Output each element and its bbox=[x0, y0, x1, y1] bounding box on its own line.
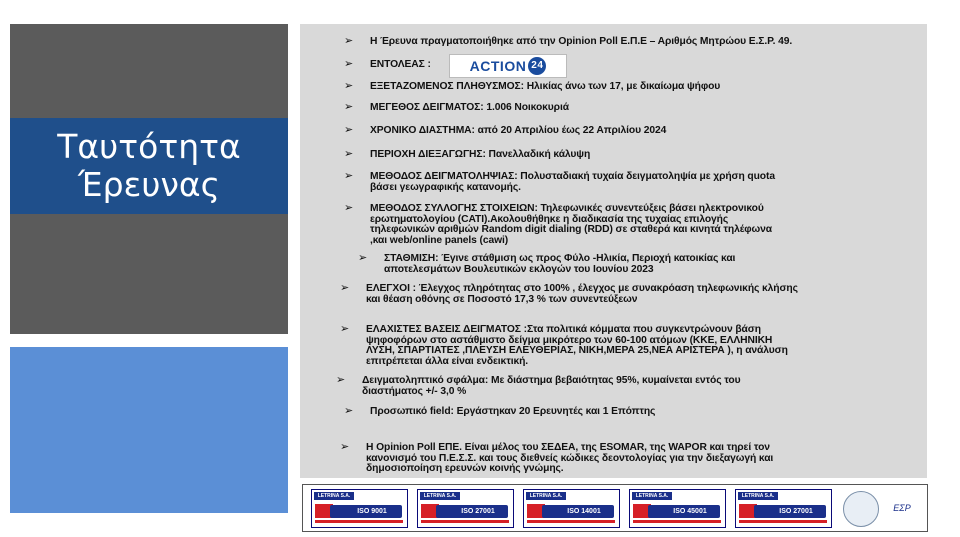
arrow-bullet-icon: ➢ bbox=[336, 374, 346, 386]
list-item bbox=[358, 252, 736, 275]
list-item bbox=[340, 323, 788, 367]
item-line: επιτρέπεται άλλα είναι ενδεικτική. bbox=[366, 355, 529, 367]
arrow-bullet-icon: ➢ bbox=[340, 323, 350, 335]
item-line: κανονισμό του Π.Ε.Σ.Σ. και τους διεθνείς κώδικες δεοντολογίας για την διεξαγωγή και bbox=[366, 452, 774, 464]
logo-text: ACTION bbox=[469, 58, 527, 74]
arrow-bullet-icon: ➢ bbox=[344, 202, 354, 214]
arrow-bullet-icon: ➢ bbox=[344, 405, 354, 417]
item-line: βάσει γεωγραφικής κατανομής. bbox=[370, 181, 521, 193]
iso-certificate-badge bbox=[629, 489, 726, 528]
arrow-bullet-icon: ➢ bbox=[344, 170, 354, 182]
cert-org: LETRINA S.A. bbox=[738, 492, 778, 500]
item-line: ΜΕΘΟΔΟΣ ΔΕΙΓΜΑΤΟΛΗΨΙΑΣ: Πολυσταδιακή τυχαία δειγματοληψία με χρήση quota bbox=[370, 171, 775, 182]
survey-details-panel bbox=[300, 24, 927, 478]
iso-certificate-badge bbox=[523, 489, 620, 528]
arrow-bullet-icon: ➢ bbox=[344, 101, 354, 113]
list-item bbox=[340, 441, 774, 475]
page-title bbox=[10, 128, 288, 204]
list-item bbox=[344, 80, 721, 93]
iso-certificate-badge bbox=[735, 489, 832, 528]
cert-standard: ISO 27001 bbox=[779, 508, 813, 515]
quality-seal-icon bbox=[843, 491, 879, 527]
list-item bbox=[344, 58, 431, 71]
arrow-bullet-icon: ➢ bbox=[344, 35, 354, 47]
action24-logo bbox=[449, 54, 567, 78]
logo-number: 24 bbox=[528, 57, 546, 75]
list-item bbox=[344, 148, 591, 161]
item-line: ΕΛΑΧΙΣΤΕΣ ΒΑΣΕΙΣ ΔΕΙΓΜΑΤΟΣ :Στα πολιτικά κόμματα που συγκεντρώνουν βάση bbox=[366, 324, 761, 335]
cert-org: LETRINA S.A. bbox=[314, 492, 354, 500]
cert-org: LETRINA S.A. bbox=[526, 492, 566, 500]
cert-standard: ISO 27001 bbox=[461, 508, 495, 515]
item-line: ,και web/online panels (cawi) bbox=[370, 234, 509, 246]
cert-org: LETRINA S.A. bbox=[420, 492, 460, 500]
item-line: ψηφοφόρων στο αστάθμιστο δείγμα μικρότερο των 60-100 ατόμων (ΚΚΕ, ΕΛΛΗΝΙΚΗ bbox=[366, 334, 773, 346]
item-line: αποτελεσμάτων Βουλευτικών εκλογών του Ιουνίου 2023 bbox=[384, 263, 654, 275]
iso-certificate-badge bbox=[311, 489, 408, 528]
item-line: Η Opinion Poll ΕΠΕ. Είναι μέλος του ΣΕΔΕΑ, της ESOMAR, της WAPOR και τηρεί τον bbox=[366, 442, 770, 453]
item-line: ΕΛΕΓΧΟΙ : Έλεγχος πληρότητας στο 100% , έλεγχος με συνακρόαση τηλεφωνικής κλήσης bbox=[366, 283, 798, 294]
iso-certificate-badge bbox=[417, 489, 514, 528]
arrow-bullet-icon: ➢ bbox=[344, 148, 354, 160]
title-line-1: Ταυτότητα bbox=[57, 127, 241, 166]
list-item bbox=[344, 202, 772, 246]
esr-seal-logo: ΕΣΡ bbox=[893, 503, 911, 513]
title-line-2: Έρευνας bbox=[77, 165, 221, 204]
cert-standard: ISO 9001 bbox=[357, 508, 387, 515]
cert-org: LETRINA S.A. bbox=[632, 492, 672, 500]
arrow-bullet-icon: ➢ bbox=[344, 58, 354, 70]
list-item bbox=[344, 170, 775, 193]
arrow-bullet-icon: ➢ bbox=[340, 441, 350, 453]
list-item bbox=[344, 101, 569, 114]
arrow-bullet-icon: ➢ bbox=[344, 80, 354, 92]
cert-standard: ISO 14001 bbox=[567, 508, 601, 515]
decorative-panel bbox=[10, 347, 288, 513]
list-item bbox=[340, 282, 798, 305]
item-line: ΜΕΘΟΔΟΣ ΣΥΛΛΟΓΗΣ ΣΤΟΙΧΕΙΩΝ: Τηλεφωνικές συνεντεύξεις βάσει ηλεκτρονικού bbox=[370, 203, 764, 214]
cert-standard: ISO 45001 bbox=[673, 508, 707, 515]
item-line: τηλεφωνικών αριθμών Random digit dialing (RDD) σε σταθερά και κινητά τηλέφωνα bbox=[370, 224, 772, 235]
item-text: ΕΝΤΟΛΕΑΣ : bbox=[370, 59, 431, 70]
list-item bbox=[344, 35, 793, 48]
list-item bbox=[344, 124, 667, 137]
arrow-bullet-icon: ➢ bbox=[344, 124, 354, 136]
list-item bbox=[336, 374, 741, 397]
item-line: ερωτηματολογίου (CATI).Ακολουθήθηκε η διαδικασία της τυχαίας επιλογής bbox=[370, 213, 729, 225]
arrow-bullet-icon: ➢ bbox=[340, 282, 350, 294]
item-text: ΠΕΡΙΟΧΗ ΔΙΕΞΑΓΩΓΗΣ: Πανελλαδική κάλυψη bbox=[370, 149, 591, 160]
item-line: ΛΥΣΗ, ΣΠΑΡΤΙΑΤΕΣ ,ΠΛΕΥΣΗ ΕΛΕΥΘΕΡΙΑΣ, ΝΙΚΗ,ΜΕΡΑ 25,ΝΕΑ ΑΡΙΣΤΕΡΑ ), η ανάλυση bbox=[366, 345, 788, 356]
item-text: ΕΞΕΤΑΖΟΜΕΝΟΣ ΠΛΗΘΥΣΜΟΣ: Ηλικίας άνω των 17, με δικαίωμα ψήφου bbox=[370, 81, 721, 92]
item-line: Δειγματοληπτικό σφάλμα: Με διάστημα βεβαιότητας 95%, κυμαίνεται εντός του bbox=[362, 375, 741, 386]
certifications-strip bbox=[302, 484, 928, 532]
item-text: ΜΕΓΕΘΟΣ ΔΕΙΓΜΑΤΟΣ: 1.006 Νοικοκυριά bbox=[370, 102, 569, 113]
arrow-bullet-icon: ➢ bbox=[358, 252, 368, 264]
list-item bbox=[344, 405, 656, 418]
item-line: δημοσιοποίηση ερευνών κοινής γνώμης. bbox=[366, 463, 564, 474]
item-line: και θέαση οθόνης σε Ποσοστό 17,3 % των συνεντεύξεων bbox=[366, 293, 638, 305]
item-text: Προσωπικό field: Εργάστηκαν 20 Ερευνητές και 1 Επόπτης bbox=[370, 406, 656, 417]
item-line: ΣΤΑΘΜΙΣΗ: Έγινε στάθμιση ως προς Φύλο -Ηλικία, Περιοχή κατοικίας και bbox=[384, 253, 736, 264]
item-line: διαστήματος +/- 3,0 % bbox=[362, 385, 467, 397]
item-text: ΧΡΟΝΙΚΟ ΔΙΑΣΤΗΜΑ: από 20 Απριλίου έως 22 Απριλίου 2024 bbox=[370, 125, 667, 136]
item-text: Η Έρευνα πραγματοποιήθηκε από την Opinion Poll Ε.Π.Ε – Αριθμός Μητρώου Ε.Σ.Ρ. 49. bbox=[370, 36, 793, 47]
